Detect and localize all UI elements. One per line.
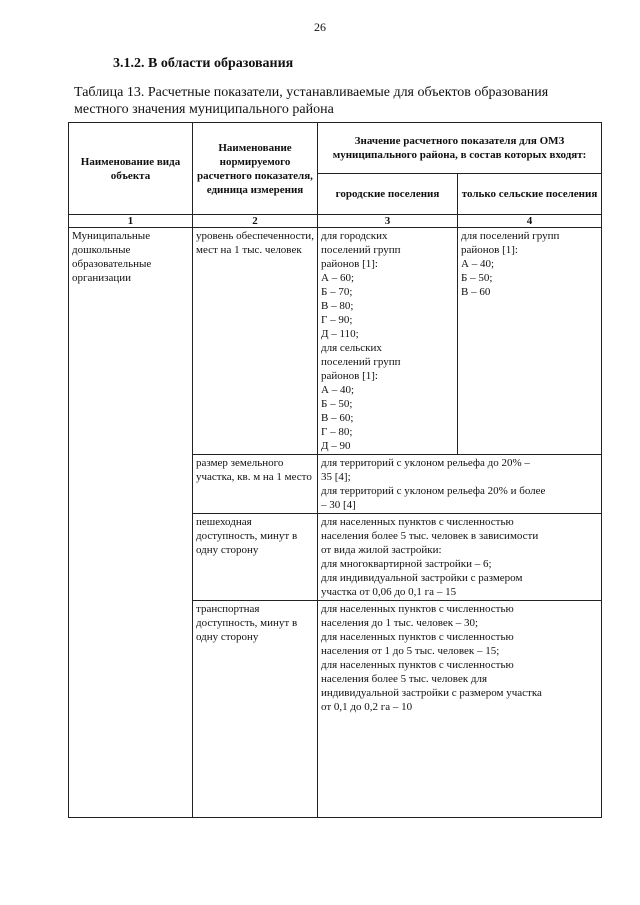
value-line: районов [1]: (321, 370, 378, 382)
value-line: 35 [4]; (321, 471, 351, 483)
value-line: А – 40; (321, 384, 354, 396)
value-line: для многоквартирной застройки – 6; (321, 558, 492, 570)
column-number: 3 (318, 215, 458, 228)
value-line: для населенных пунктов с численностью (321, 631, 514, 643)
value-line: районов [1]: (461, 244, 518, 256)
section-title: 3.1.2. В области образования (113, 56, 294, 71)
header-urban-settlements: городские поселения (318, 174, 458, 215)
combined-value-cell (318, 455, 602, 514)
indicator-cell: размер земельного участка, кв. м на 1 место (193, 455, 318, 514)
combined-value-cell (318, 514, 602, 601)
value-line: – 30 [4] (321, 499, 356, 511)
value-line: для индивидуальной застройки с размером (321, 572, 523, 584)
table-header-row (69, 123, 602, 174)
value-line: для населенных пунктов с численностью (321, 603, 514, 615)
value-line: А – 40; (461, 258, 494, 270)
value-line: Б – 70; (321, 286, 353, 298)
value-line: участка от 0,06 до 0,1 га – 15 (321, 586, 457, 598)
value-line: для городских (321, 230, 388, 242)
indicator-cell: уровень обеспеченности, мест на 1 тыс. человек (193, 228, 318, 455)
value-line: Б – 50; (321, 398, 353, 410)
value-line: для населенных пунктов с численностью (321, 516, 514, 528)
value-line: Б – 50; (461, 272, 493, 284)
table-row (69, 228, 602, 455)
value-line: Д – 90 (321, 440, 351, 452)
value-line: для населенных пунктов с численностью (321, 659, 514, 671)
value-line: от 0,1 до 0,2 га – 10 (321, 701, 413, 713)
value-line: для территорий с уклоном рельефа до 20% – (321, 457, 530, 469)
table-caption: Таблица 13. Расчетные показатели, устанавливаемые для объектов образования местного значения муниципального района (74, 85, 549, 117)
value-line: поселений групп (321, 244, 401, 256)
value-line: населения от 1 до 5 тыс. человек – 15; (321, 645, 500, 657)
column-number: 2 (193, 215, 318, 228)
value-line: В – 60 (461, 286, 491, 298)
value-line: для сельских (321, 342, 382, 354)
value-line: Г – 80; (321, 426, 353, 438)
urban-value-cell (318, 228, 458, 455)
column-number: 1 (69, 215, 193, 228)
indicator-cell: транспортная доступность, минут в одну сторону (193, 601, 318, 818)
value-line: Д – 110; (321, 328, 359, 340)
value-line: от вида жилой застройки: (321, 544, 442, 556)
value-line: поселений групп (321, 356, 401, 368)
header-indicator: Наименование нормируемого расчетного показателя, единица измерения (193, 123, 318, 215)
value-line: населения более 5 тыс. человек для (321, 673, 488, 685)
column-number: 4 (458, 215, 602, 228)
indicator-cell: пешеходная доступность, минут в одну сторону (193, 514, 318, 601)
value-line: районов [1]: (321, 258, 378, 270)
combined-value-cell (318, 601, 602, 818)
header-object-type: Наименование вида объекта (69, 123, 193, 215)
header-value-group: Значение расчетного показателя для ОМЗ муниципального района, в состав которых входят: (318, 123, 602, 174)
standards-table (68, 122, 602, 818)
value-line: А – 60; (321, 272, 354, 284)
value-line: Г – 90; (321, 314, 353, 326)
object-name-cell: Муниципальные дошкольные образовательные организации (69, 228, 193, 818)
value-line: для территорий с уклоном рельефа 20% и более (321, 485, 546, 497)
value-line: В – 60; (321, 412, 354, 424)
rural-value-cell (458, 228, 602, 455)
value-line: населения до 1 тыс. человек – 30; (321, 617, 479, 629)
value-line: индивидуальной застройки с размером участка (321, 687, 542, 699)
value-line: для поселений групп (461, 230, 560, 242)
header-rural-settlements: только сельские поселения (458, 174, 602, 215)
page-number: 26 (314, 20, 326, 34)
value-line: В – 80; (321, 300, 354, 312)
column-number-row (69, 215, 602, 228)
value-line: населения более 5 тыс. человек в зависимости (321, 530, 539, 542)
